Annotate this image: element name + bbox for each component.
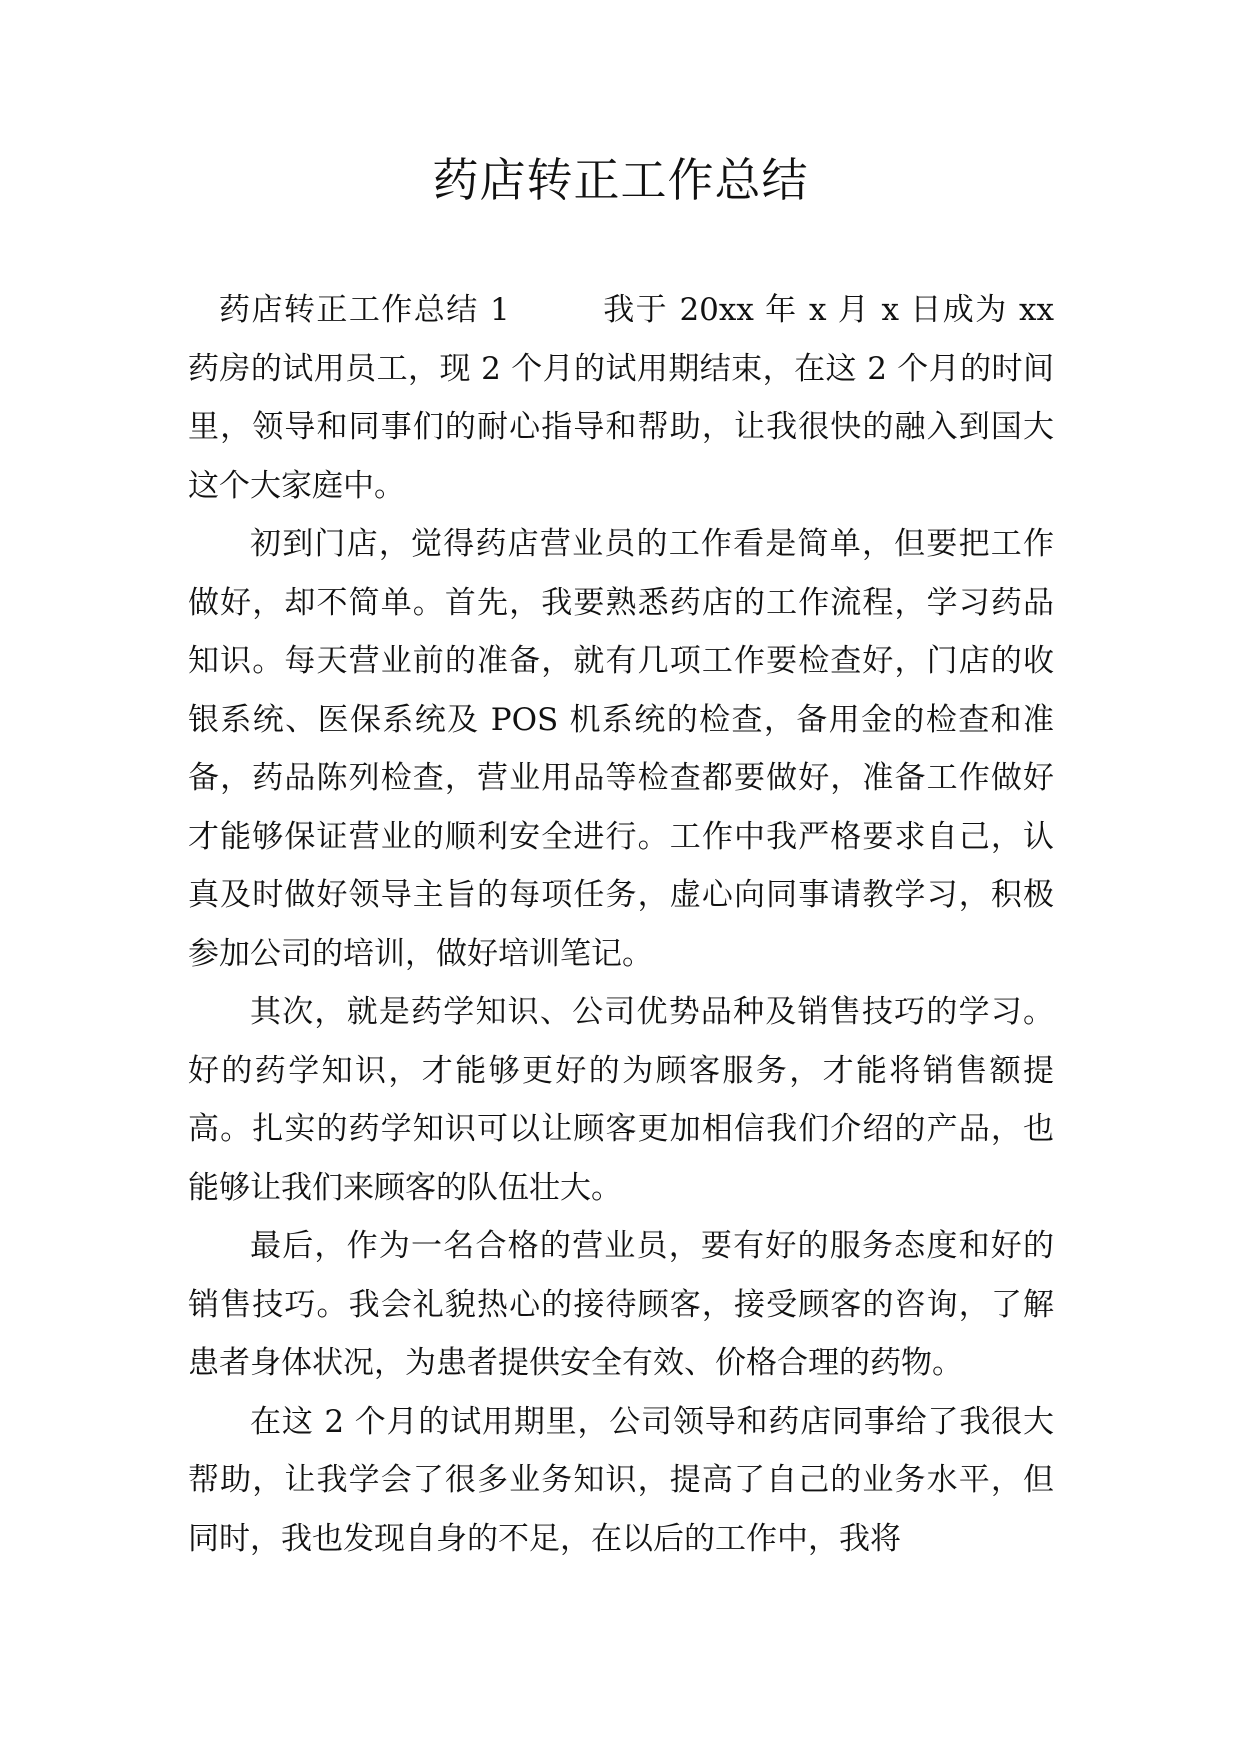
paragraph-2: 初到门店，觉得药店营业员的工作看是简单，但要把工作做好，却不简单。首先，我要熟悉药店的工作流程，学习药品知识。每天营业前的准备，就有几项工作要检查好，门店的收银系统、医保系统及 POS 机系统的检查，备用金的检查和准备，药品陈列检查，营业用品等检查都要做好，准备工作做好才能够保证营业的顺利安全进行。工作中我严格要求自己，认真及时做好领导主旨的每项任务，虚心向同事请教学习，积极参加公司的培训，做好培训笔记。 xyxy=(188,526,1054,972)
paragraph-3: 其次，就是药学知识、公司优势品种及销售技巧的学习。好的药学知识，才能够更好的为顾客服务，才能将销售额提高。扎实的药学知识可以让顾客更加相信我们介绍的产品，也能够让我们来顾客的队伍壮大。 xyxy=(188,994,1054,1206)
paragraph-4: 最后，作为一名合格的营业员，要有好的服务态度和好的销售技巧。我会礼貌热心的接待顾客，接受顾客的咨询，了解患者身体状况，为患者提供安全有效、价格合理的药物。 xyxy=(188,1228,1054,1381)
section-heading: 药店转正工作总结 1 xyxy=(219,292,510,328)
document-body xyxy=(188,281,1054,1568)
paragraph-1-text: 我于 20xx 年 x 月 x 日成为 xx 药房的试用员工，现 2 个月的试用期结束，在这 2 个月的时间里，领导和同事们的耐心指导和帮助，让我很快的融入到国大这个大家庭中。 xyxy=(188,292,1055,504)
document-title: 药店转正工作总结 xyxy=(432,153,809,207)
paragraph-5: 在这 2 个月的试用期里，公司领导和药店同事给了我很大帮助，让我学会了很多业务知识，提高了自己的业务水平，但同时，我也发现自身的不足，在以后的工作中，我将 xyxy=(188,1403,1054,1557)
paragraph-1 xyxy=(188,281,1054,515)
